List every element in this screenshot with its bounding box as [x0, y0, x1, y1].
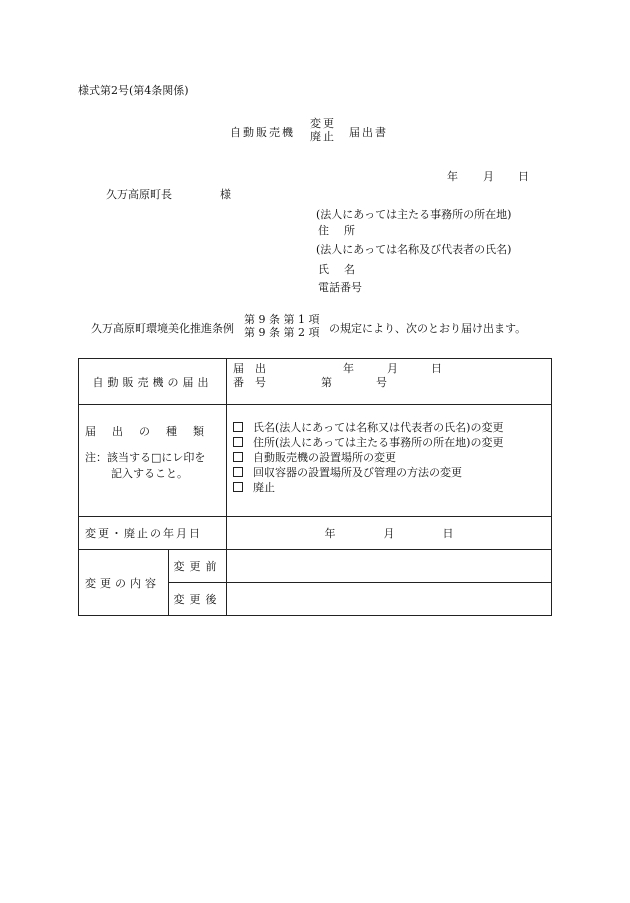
title-prefix: 自動販売機 [230, 126, 295, 139]
statement-article-b: 第 9 条 第 2 項 [244, 326, 320, 339]
cell-before-value[interactable] [227, 550, 552, 583]
notice-date-line: 届 出 年 月 日 [233, 362, 442, 375]
cell-notice-type-label [79, 405, 227, 517]
type-option[interactable] [233, 450, 545, 465]
cell-change-date-label [79, 517, 227, 550]
notice-type-list [227, 405, 551, 501]
checkbox-icon[interactable] [233, 422, 243, 432]
corp-name-note: (法人にあっては名称及び代表者の氏名) [316, 243, 512, 256]
checkbox-icon[interactable] [233, 467, 243, 477]
cell-notice-types [227, 405, 552, 517]
notice-number-line: 番 号 第 号 [233, 376, 387, 389]
date-day-label: 日 [518, 170, 529, 183]
addressee-name: 久万高原町長 [106, 188, 172, 201]
name-label: 氏 名 [318, 263, 357, 276]
row-change-date [79, 517, 552, 550]
type-option-label: 自動販売機の設置場所の変更 [253, 451, 396, 464]
statement-tail: の規定により、次のとおり届け出ます。 [329, 322, 527, 335]
cell-after-label [169, 583, 227, 616]
row-vending-notice [79, 359, 552, 405]
notice-type-note-1: 注：該当する□にレ印を [85, 451, 206, 464]
change-date-month: 月 [383, 527, 395, 540]
vending-notice-label: 自動販売機の届出 [92, 375, 213, 389]
statement-articles [244, 313, 319, 339]
date-year-label: 年 [447, 170, 458, 183]
cell-before-label [169, 550, 227, 583]
change-content-label: 変更の内容 [85, 576, 160, 590]
type-option-label: 氏名(法人にあっては名称又は代表者の氏名)の変更 [253, 421, 504, 434]
cell-change-date[interactable] [227, 517, 552, 550]
corp-address-note: (法人にあっては主たる事務所の所在地) [316, 208, 512, 221]
before-label: 変更前 [173, 560, 222, 573]
notice-type-note-2: 記入すること。 [111, 467, 188, 480]
form-number: 様式第2号(第4条関係) [78, 84, 189, 97]
change-date-year: 年 [324, 527, 336, 540]
checkbox-icon[interactable] [233, 437, 243, 447]
row-change-before [79, 550, 552, 583]
checkbox-icon[interactable] [233, 452, 243, 462]
title-option-abolish: 廃止 [310, 130, 336, 143]
cell-after-value[interactable] [227, 583, 552, 616]
cell-vending-notice-label [79, 359, 227, 405]
statement-article-a: 第 9 条 第 1 項 [244, 313, 320, 326]
checkbox-icon[interactable] [233, 482, 243, 492]
after-label: 変更後 [173, 593, 222, 606]
type-option-label: 住所(法人にあっては主たる事務所の所在地)の変更 [253, 436, 504, 449]
title-suffix: 届出書 [349, 126, 388, 139]
type-option-label: 廃止 [253, 481, 275, 494]
cell-notice-number[interactable] [227, 359, 552, 405]
phone-label: 電話番号 [318, 281, 362, 294]
change-date-label: 変更・廃止の年月日 [85, 527, 202, 540]
type-option[interactable] [233, 435, 545, 450]
title-options [310, 117, 336, 143]
change-date-fields [227, 525, 551, 541]
date-month-label: 月 [483, 170, 494, 183]
addressee-honorific: 様 [220, 188, 231, 201]
type-option[interactable] [233, 420, 545, 435]
cell-change-content-label [79, 550, 169, 616]
title-option-change: 変更 [310, 117, 336, 130]
type-option[interactable] [233, 480, 545, 495]
statement-ordinance: 久万高原町環境美化推進条例 [91, 322, 234, 335]
change-date-day: 日 [442, 527, 454, 540]
address-label: 住 所 [318, 224, 357, 237]
type-option[interactable] [233, 465, 545, 480]
notice-type-label: 届出の種類 [85, 425, 220, 438]
type-option-label: 回収容器の設置場所及び管理の方法の変更 [253, 466, 462, 479]
notification-table [78, 358, 552, 616]
row-notice-type [79, 405, 552, 517]
